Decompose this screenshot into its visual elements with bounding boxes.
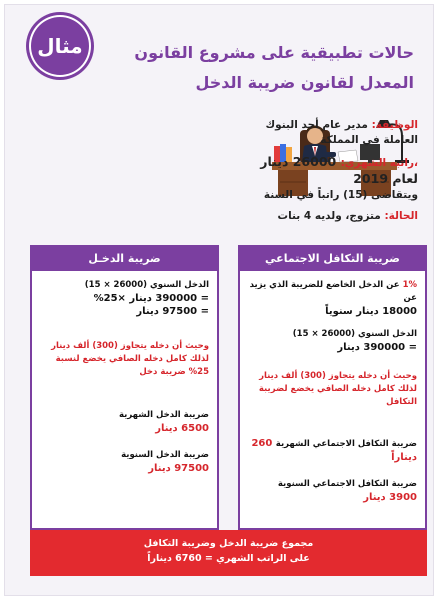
solidarity-tax-note: وحيث أن دخله يتجاوز (300) ألف دينار لذلك كامل دخله الصافي يخضع لضريبة التكافل [258,371,417,407]
income-monthly-label: ضريبة الدخل الشهرية [119,410,209,420]
solidarity-tax-panel [238,245,427,530]
solidarity-rule-percent: 1% [402,280,417,290]
solidarity-annual-label: ضريبة التكافل الاجتماعي السنوية [277,479,417,489]
solidarity-monthly-block [248,437,417,465]
income-calc-line-2: = 390000 دينار ×25% [93,293,209,304]
solidarity-monthly-label: ضريبة التكافل الاجتماعي الشهرية [275,439,417,449]
income-annual-label: ضريبة الدخل السنوية [121,450,209,460]
title-line-1: حالات تطبيقية على مشروع القانون [134,43,414,62]
status-line [238,209,418,224]
solidarity-calc-line-2: = 390000 دينار [337,342,417,353]
status-label: الحالة: [384,210,418,222]
salary-label: ،راتبه الشهري: [340,157,418,169]
income-tax-calculation [40,279,209,318]
income-monthly-block [40,409,209,435]
salary-line-2: ويتقاضى (15) راتباً في السنة [263,189,418,201]
page-title [114,38,414,98]
income-tax-header: ضريبة الدخـل [32,247,217,271]
income-calc-line-1: الدخل السنوي (26000 × 15) [84,280,209,290]
solidarity-tax-header: ضريبة التكافل الاجتماعي [240,247,425,271]
total-tax-banner [30,530,427,576]
solidarity-rule-line-2: 18000 دينار سنوياً [325,306,417,317]
status-value: متزوج، ولديه 4 بنات [277,210,385,222]
income-annual-value: 97500 دينار [148,463,209,474]
income-calc-line-3: = 97500 دينار [136,306,209,317]
example-badge-label: مثال [37,34,83,58]
salary-amount: 26000 [288,154,341,169]
employee-profile [238,118,418,230]
solidarity-rule [248,279,417,319]
example-badge [29,15,91,77]
income-tax-note: وحيث أن دخله يتجاوز (300) ألف دينار لذلك كامل دخله الصافي يخضع لنسبة 25% ضريبة دخل [51,341,209,377]
income-tax-panel [30,245,219,530]
job-value: مدير عام أحد البنوك العاملة في المملكة [265,119,418,146]
solidarity-annual-block [248,477,417,505]
salary-line [238,154,418,203]
title-line-2: المعدل لقانون ضريبة الدخل [195,73,414,92]
solidarity-calc-line-1: الدخل السنوي (26000 × 15) [292,329,417,339]
income-annual-block [40,449,209,475]
solidarity-monthly-value: 260 ديناراً [251,438,417,463]
job-label: الوظيفة: [371,119,418,131]
solidarity-calculation [248,328,417,354]
income-monthly-value: 6500 دينار [155,423,209,434]
total-tax-line-2: على الراتب الشهري = 6760 ديناراً [147,553,310,564]
solidarity-rule-text: عن الدخل الخاضع للضريبة الذي يزيد عن [249,280,417,303]
job-line [238,118,418,148]
total-tax-line-1: مجموع ضريبة الدخل وضريبة التكافل [143,538,314,549]
salary-rest: دينار لعام 2019 [260,154,418,186]
solidarity-annual-value: 3900 دينار [363,492,417,503]
